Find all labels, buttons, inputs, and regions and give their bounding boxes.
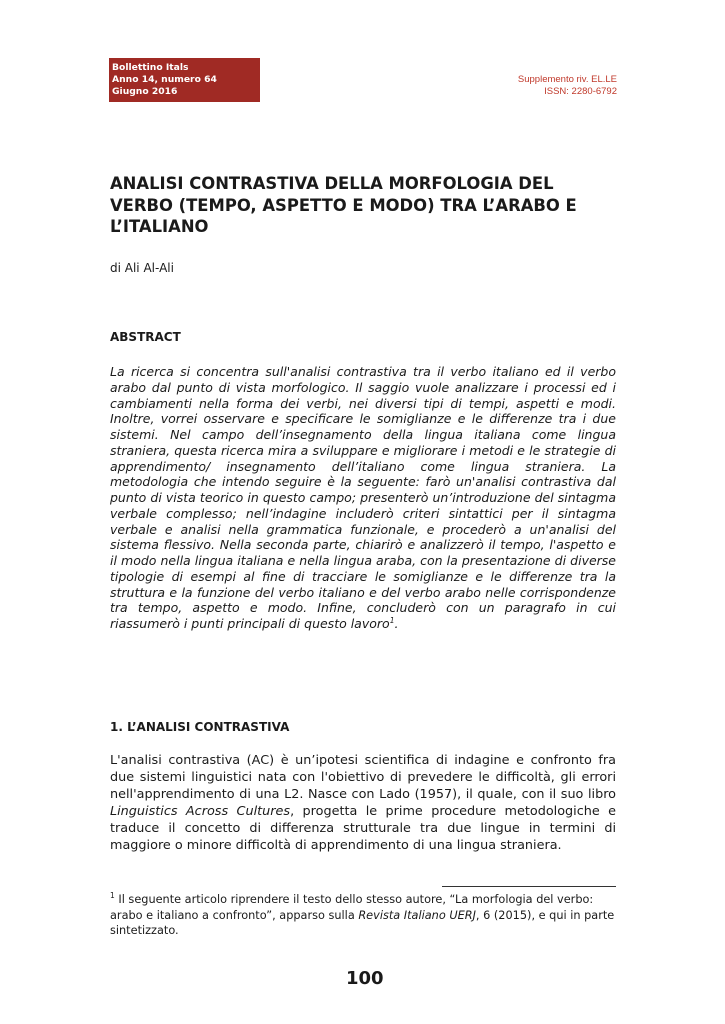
paragraph-text: L'analisi contrastiva (AC) è un’ipotesi scientifica di indagine e confronto fra due sistemi linguistici nata con l'obiettivo di prevedere le difficoltà, gli errori nell'apprendimento di una L2. Nasce con Lado (1957), il quale, con il suo libro bbox=[110, 753, 616, 802]
footnote-number: 1 bbox=[110, 891, 115, 901]
journal-issue: Anno 14, numero 64 bbox=[112, 74, 217, 85]
footnote bbox=[110, 892, 616, 939]
page-number: 100 bbox=[346, 968, 384, 989]
issn-label: ISSN: 2280-6792 bbox=[544, 86, 617, 97]
abstract-paragraph bbox=[110, 364, 616, 632]
abstract-heading: ABSTRACT bbox=[110, 330, 181, 344]
author-byline: di Ali Al-Ali bbox=[110, 261, 174, 275]
article-title bbox=[110, 173, 630, 238]
journal-date: Giugno 2016 bbox=[112, 86, 178, 97]
abstract-end: . bbox=[394, 616, 399, 631]
book-title: Linguistics Across Cultures bbox=[110, 804, 291, 819]
footnote-journal: Revista Italiano UERJ bbox=[358, 908, 476, 922]
journal-masthead bbox=[109, 58, 260, 102]
footnote-divider bbox=[442, 886, 616, 887]
section-paragraph bbox=[110, 752, 616, 854]
footnote-text-end: , 6 (2015), e qui in parte sintetizzato. bbox=[110, 908, 615, 937]
footnote-text: Il seguente articolo riprendere il testo dello stesso autore, “La morfologia del verbo: arabo e italiano a confronto”, apparso sulla bbox=[110, 893, 594, 922]
title-line: VERBO (TEMPO, ASPETTO E MODO) TRA L’ARABO E bbox=[110, 195, 577, 215]
journal-name: Bollettino Itals bbox=[112, 62, 189, 73]
supplement-info bbox=[518, 74, 617, 98]
footnote-ref[interactable]: 1 bbox=[389, 615, 395, 625]
abstract-text: La ricerca si concentra sull'analisi contrastiva tra il verbo italiano ed il verbo arabo dal punto di vista morfologico. Il saggio vuole analizzare i processi ed i cambiamenti nella forma dei verbi, nei diversi tipi di tempi, aspetti e modi. Inoltre, vorrei osservare e specificare le somiglianze e le differenze tra i due sistemi. Nel campo dell’insegnamento della lingua italiana come lingua straniera, questa ricerca mira a sviluppare e migliorare i metodi e le strategie di apprendimento/ insegnamento dell’italiano come lingua straniera. La metodologia che intendo seguire è la seguente: farò un'analisi contrastiva dal punto di vista teorico in questo campo; presenterò un’introduzione del sintagma verbale complesso; nell’indagine includerò criteri sintattici per il sintagma verbale e analisi nella grammatica funzionale, e procederò a un'analisi del sistema flessivo. Nella seconda parte, chiarirò e analizzerò il tempo, l'aspetto e il modo nella lingua italiana e nella lingua araba, con la presentazione di diverse tipologie di esempi al fine di tracciare le somiglianze e le differenze tra la struttura e la funzione del verbo italiano e del verbo arabo nelle corrispondenze tra tempo, aspetto e modo. Infine, concluderò con un paragrafo in cui riassumerò i punti principali di questo lavoro bbox=[110, 364, 616, 631]
paragraph-text-end: , progetta le prime procedure metodologiche e traduce il concetto di differenza strutturale tra due lingue in termini di maggiore o minore difficoltà di apprendimento di una lingua straniera. bbox=[110, 804, 616, 853]
supplement-label: Supplemento riv. EL.LE bbox=[517, 74, 617, 85]
title-line: L’ITALIANO bbox=[110, 217, 209, 236]
section-heading: 1. L’ANALISI CONTRASTIVA bbox=[110, 720, 290, 734]
title-line: ANALISI CONTRASTIVA DELLA MORFOLOGIA DEL bbox=[110, 174, 554, 193]
